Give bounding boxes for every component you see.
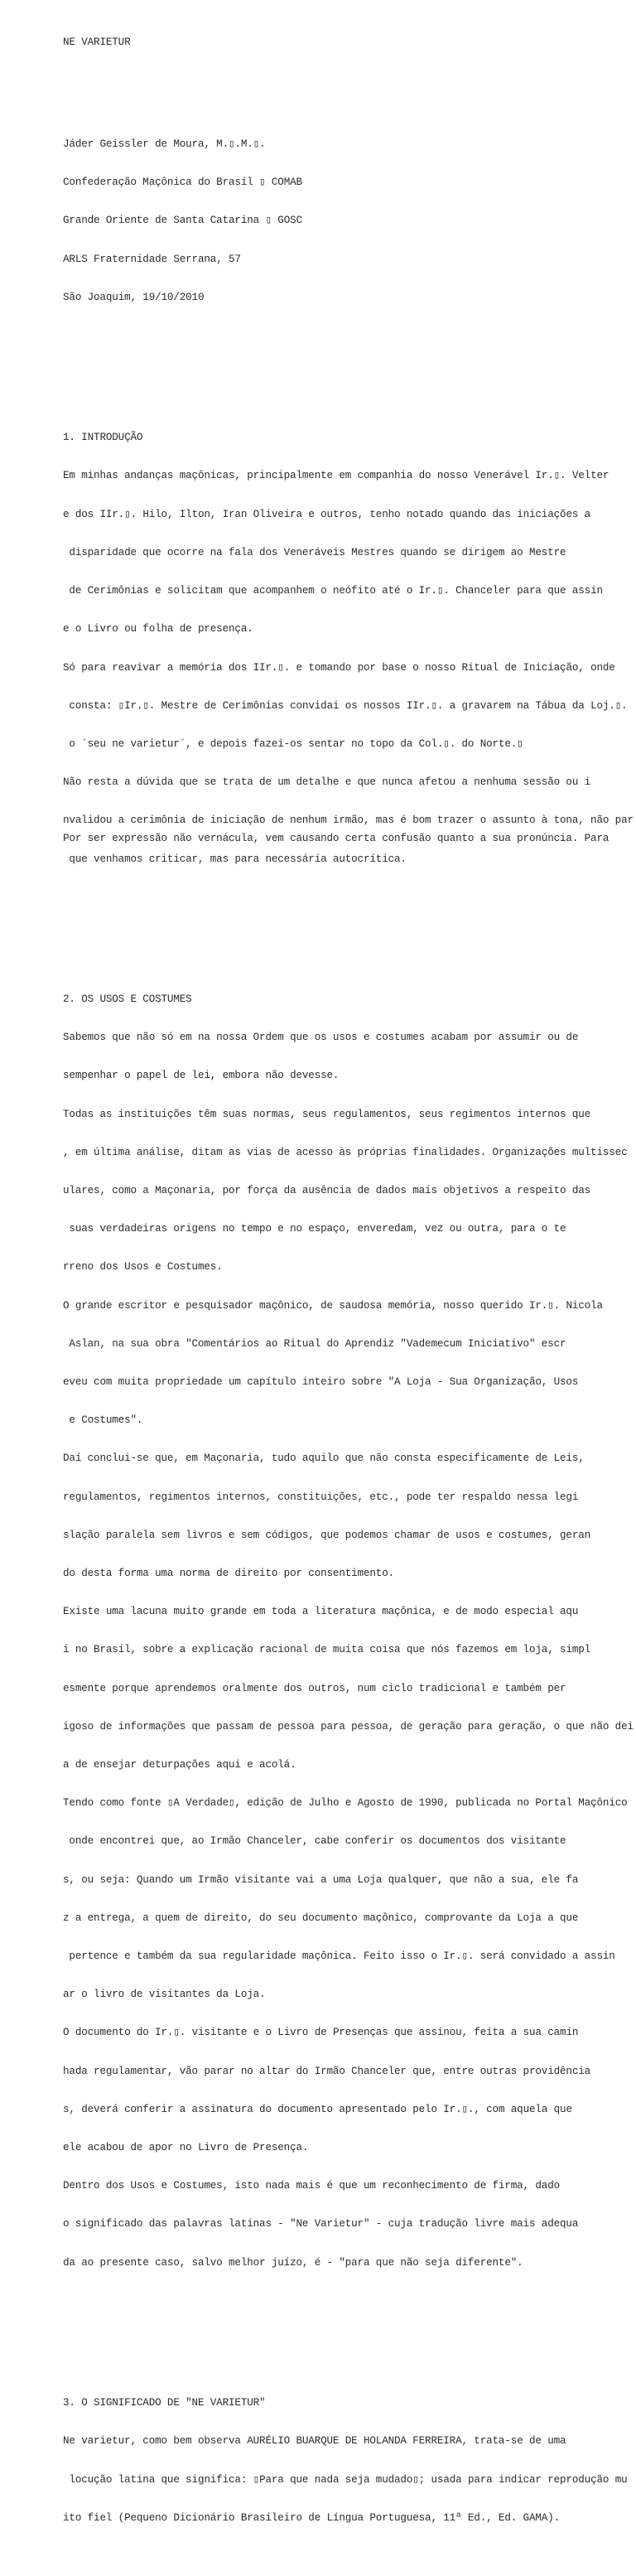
header-line: Confederação Maçônica do Brasil ▯ COMAB xyxy=(63,176,302,189)
paragraph-line: Só para reavivar a memória dos IIr.▯. e tomando por base o nosso Ritual de Iniciação, onde xyxy=(63,661,615,674)
paragraph-line: a de ensejar deturpações aqui e acolá. xyxy=(63,1759,296,1771)
document-header xyxy=(63,113,636,330)
paragraph-line: eveu com muita propriedade um capítulo inteiro sobre "A Loja - Sua Organização, Usos xyxy=(63,1375,579,1388)
paragraph-line: Tendo como fonte ▯A Verdade▯, edição de Julho e Agosto de 1990, publicada no Portal Maçônico xyxy=(63,1797,628,1810)
paragraph-line: o significado das palavras latinas - "Ne Varietur" - cuja tradução livre mais adequa xyxy=(63,2218,579,2230)
continuation-line: Por ser expressão não vernácula, vem causando certa confusão quanto a sua pronúncia. Para xyxy=(63,833,610,844)
document-body xyxy=(63,11,636,2576)
paragraph-line: hada regulamentar, vão parar no altar do Irmão Chanceler que, entre outras providência xyxy=(63,2065,591,2077)
paragraph-line: , em última análise, ditam as vias de acesso às próprias finalidades. Organizações multissec xyxy=(63,1146,628,1158)
paragraph-line: ele acabou de apor no Livro de Presença. xyxy=(63,2142,309,2154)
paragraph-line: consta: ▯Ir.▯. Mestre de Cerimônias convidai os nossos IIr.▯. a gravarem na Tábua da Loj.▯. xyxy=(63,699,628,712)
paragraph-line: s, deverá conferir a assinatura do documento apresentado pelo Ir.▯., com aquela que xyxy=(63,2103,572,2115)
blank-line xyxy=(63,2321,636,2333)
section-heading: 3. O SIGNIFICADO DE "NE VARIETUR" xyxy=(63,2397,266,2409)
paragraph-line: ulares, como a Maçonaria, por força da ausência de dados mais objetivos a respeito das xyxy=(63,1184,591,1196)
paragraph-line: Daí conclui-se que, em Maçonaria, tudo aquilo que não consta especificamente de Leis, xyxy=(63,1452,585,1465)
section-introducao xyxy=(63,406,636,891)
header-line: Jáder Geissler de Moura, M.▯.M.▯. xyxy=(63,138,266,151)
paragraph-line: slação paralela sem livros e sem códigos, que podemos chamar de usos e costumes, geran xyxy=(63,1529,591,1541)
paragraph-line: da ao presente caso, salvo melhor juízo, é - "para que não seja diferente". xyxy=(63,2256,523,2269)
paragraph-line: z a entrega, a quem de direito, do seu documento maçônico, comprovante da Loja a que xyxy=(63,1911,579,1924)
paragraph-line: Ne varietur, como bem observa AURÉLIO BUARQUE DE HOLANDA FERREIRA, trata-se de uma xyxy=(63,2435,566,2448)
paragraph-line: o ´seu ne varietur´, e depois fazei-os sentar no topo da Col.▯. do Norte.▯ xyxy=(63,737,523,750)
paragraph-line: Existe uma lacuna muito grande em toda a literatura maçônica, e de modo especial aqu xyxy=(63,1606,579,1618)
paragraph-line: Em minhas andanças maçônicas, principalmente em companhia do nosso Venerável Ir.▯. Velter xyxy=(63,470,610,482)
section-heading: 2. OS USOS E COSTUMES xyxy=(63,993,192,1005)
paragraph-line: de Cerimônias e solicitam que acompanhem o neófito até o Ir.▯. Chanceler para que assin xyxy=(63,585,603,597)
paragraph-line: igoso de informações que passam de pessoa para pessoa, de geração para geração, o que não dei xyxy=(63,1720,634,1733)
document-title: NE VARIETUR xyxy=(63,36,131,48)
paragraph-line: Não resta a dúvida que se trata de um detalhe e que nunca afetou a nenhuma sessão ou i xyxy=(63,776,591,789)
paragraph-line: suas verdadeiras origens no tempo e no espaço, enveredam, vez ou outra, para o te xyxy=(63,1223,566,1235)
paragraph-line: pertence e também da sua regularidade maçônica. Feito isso o Ir.▯. será convidado a assin xyxy=(63,1950,615,1963)
paragraph-line: locução latina que significa: ▯Para que nada seja mudado▯; usada para indicar reprodução mu xyxy=(63,2473,628,2486)
paragraph-line: sempenhar o papel de lei, embora não devesse. xyxy=(63,1070,340,1082)
paragraph-line: Todas as instituições têm suas normas, seus regulamentos, seus regimentos internos que xyxy=(63,1108,591,1120)
blank-line xyxy=(63,355,636,368)
paragraph-line: Aslan, na sua obra "Comentários ao Ritual do Aprendiz "Vademecum Iniciativo" escr xyxy=(63,1337,566,1350)
paragraph-line: e o Livro ou folha de presença. xyxy=(63,623,253,636)
header-line: Grande Oriente de Santa Catarina ▯ GOSC xyxy=(63,215,302,227)
paragraph-line: nvalidou a cerimônia de iniciação de nenhum irmão, mas é bom trazer o assunto à tona, não par xyxy=(63,814,634,827)
paragraph-line: que venhamos criticar, mas para necessária autocrítica. xyxy=(63,853,407,865)
paragraph-line: Sabemos que não só em na nossa Ordem que os usos e costumes acabam por assumir ou de xyxy=(63,1032,579,1044)
section-significado xyxy=(63,2371,636,2550)
paragraph-line: i no Brasil, sobre a explicação racional de muita coisa que nós fazemos em loja, simpl xyxy=(63,1644,591,1656)
paragraph-line: e dos IIr.▯. Hilo, Ilton, Iran Oliveira e outros, tenho notado quando das iniciações a xyxy=(63,508,591,520)
paragraph-line: regulamentos, regimentos internos, constituições, etc., pode ter respaldo nessa legi xyxy=(63,1491,579,1503)
blank-line xyxy=(63,75,636,87)
paragraph-line: s, ou seja: Quando um Irmão visitante vai a uma Loja qualquer, que não a sua, ele fa xyxy=(63,1873,579,1886)
paragraph-line: disparidade que ocorre na fala dos Veneráveis Mestres quando se dirigem ao Mestre xyxy=(63,546,566,558)
section-heading: 1. INTRODUÇÃO xyxy=(63,432,143,444)
paragraph-line: O grande escritor e pesquisador maçônico, de saudosa memória, nosso querido Ir.▯. Nicola xyxy=(63,1299,603,1312)
paragraph-line: ar o livro de visitantes da Loja. xyxy=(63,1989,266,2001)
paragraph-line: do desta forma uma norma de direito por consentimento. xyxy=(63,1568,395,1579)
header-line: ARLS Fraternidade Serrana, 57 xyxy=(63,253,241,265)
blank-line xyxy=(63,917,636,930)
paragraph-line: esmente porque aprendemos oralmente dos outros, num ciclo tradicional e também per xyxy=(63,1682,566,1694)
paragraph-line: Dentro dos Usos e Costumes, isto nada mais é que um reconhecimento de firma, dado xyxy=(63,2180,561,2192)
section-usos-e-costumes xyxy=(63,968,636,2295)
paragraph-line: e Costumes". xyxy=(63,1414,143,1427)
header-line: São Joaquim, 19/10/2010 xyxy=(63,291,205,303)
paragraph-line: rreno dos Usos e Costumes. xyxy=(63,1261,223,1274)
paragraph-line: onde encontrei que, ao Irmão Chanceler, cabe conferir os documentos dos visitante xyxy=(63,1835,566,1848)
paragraph-line: O documento do Ir.▯. visitante e o Livro de Presenças que assinou, feita a sua camin xyxy=(63,2027,579,2039)
paragraph-line: ito fiel (Pequeno Dicionário Brasileiro de Língua Portuguesa, 11ª Ed., Ed. GAMA). xyxy=(63,2511,561,2524)
